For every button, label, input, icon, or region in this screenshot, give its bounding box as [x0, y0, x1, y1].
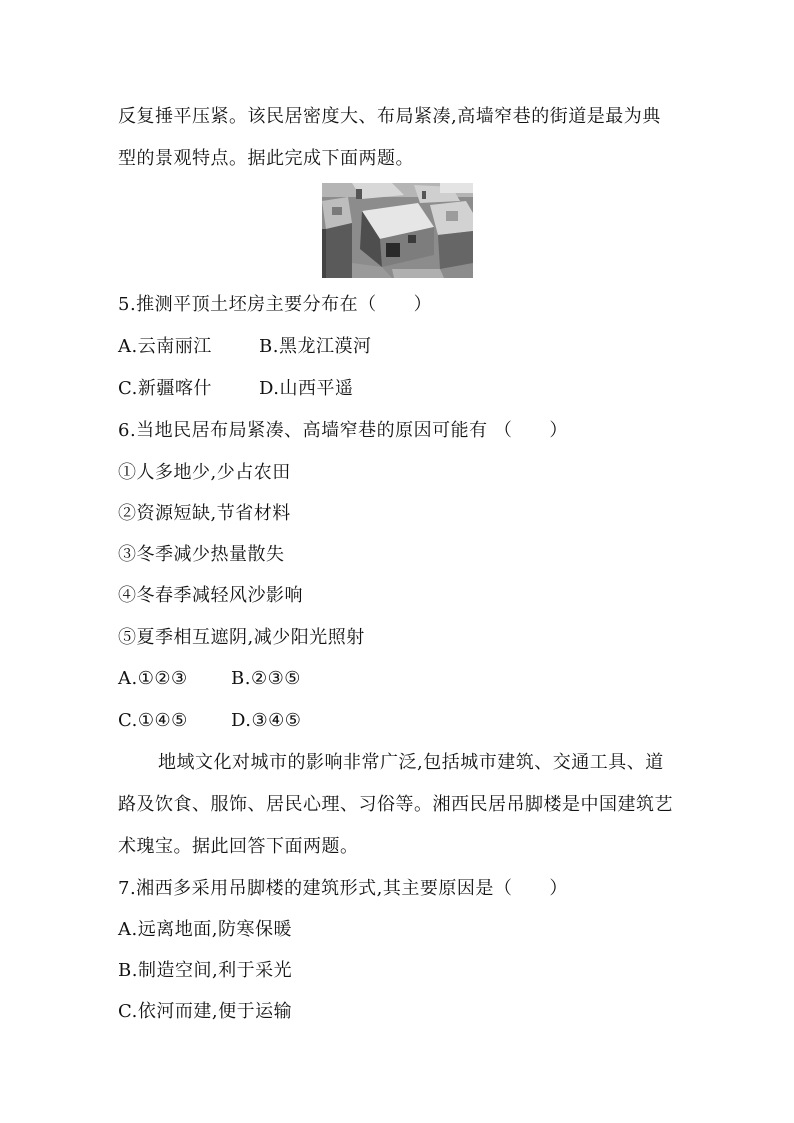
q5-option-b: B.黑龙江漠河 [259, 336, 372, 357]
q6-option-d: D.③④⑤ [231, 710, 302, 731]
q5-option-d: D.山西平遥 [259, 378, 354, 399]
q6-item-5: ⑤夏季相互遮阴,减少阳光照射 [118, 627, 365, 648]
q5-stem: 5.推测平顶土坯房主要分布在（ ） [118, 294, 433, 315]
q7-option-c: C.依河而建,便于运输 [118, 1001, 293, 1022]
q6-item-4: ④冬春季减轻风沙影响 [118, 585, 303, 606]
q6-item-3: ③冬季减少热量散失 [118, 544, 285, 565]
intro-line-1: 反复捶平压紧。该民居密度大、布局紧凑,高墙窄巷的街道是最为典 [118, 106, 661, 127]
q7-option-a: A.远离地面,防寒保暖 [118, 919, 292, 940]
q6-option-c: C.①④⑤ [118, 710, 188, 731]
passage2-line-3: 术瑰宝。据此回答下面两题。 [118, 836, 359, 857]
q6-item-2: ②资源短缺,节省材料 [118, 503, 291, 524]
intro-line-2: 型的景观特点。据此完成下面两题。 [118, 148, 414, 169]
passage2-line-1: 地域文化对城市的影响非常广泛,包括城市建筑、交通工具、道 [158, 752, 664, 773]
q5-option-a: A.云南丽江 [118, 336, 212, 357]
flat-roof-adobe-houses-photo [322, 183, 473, 278]
passage2-line-2: 路及饮食、服饰、居民心理、习俗等。湘西民居吊脚楼是中国建筑艺 [118, 794, 673, 815]
q6-option-a: A.①②③ [118, 668, 188, 689]
q6-option-b: B.②③⑤ [231, 668, 301, 689]
q5-option-c: C.新疆喀什 [118, 378, 212, 399]
q7-stem: 7.湘西多采用吊脚楼的建筑形式,其主要原因是（ ） [118, 878, 568, 899]
q6-stem: 6.当地民居布局紧凑、高墙窄巷的原因可能有 （ ） [118, 420, 568, 441]
q6-item-1: ①人多地少,少占农田 [118, 462, 291, 483]
q7-option-b: B.制造空间,利于采光 [118, 960, 293, 981]
